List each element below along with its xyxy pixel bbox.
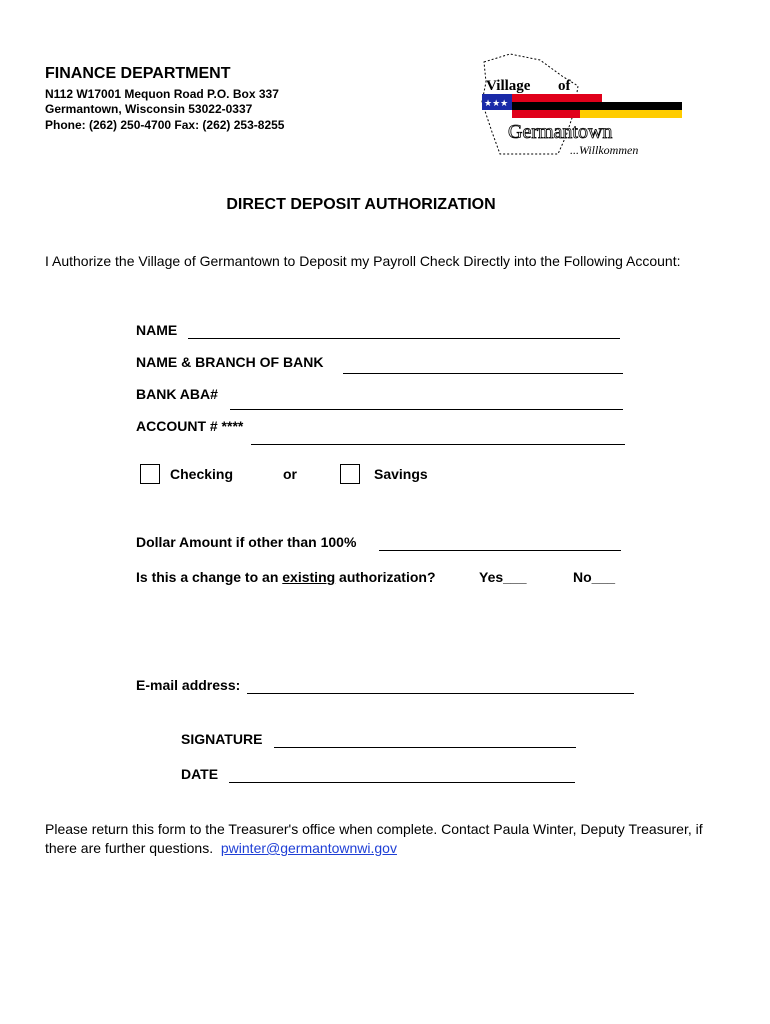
dollar-amount-label: Dollar Amount if other than 100% <box>136 534 357 550</box>
signature-label: SIGNATURE <box>181 731 263 747</box>
aba-line[interactable] <box>230 409 623 410</box>
logo-village-text: Village <box>486 78 531 94</box>
savings-label: Savings <box>374 466 428 482</box>
change-question-prefix: Is this a change to an <box>136 569 283 585</box>
department-title: FINANCE DEPARTMENT <box>45 65 231 82</box>
address-line-1: N112 W17001 Mequon Road P.O. Box 337 <box>45 87 279 101</box>
change-question <box>136 569 436 585</box>
account-label: ACCOUNT # **** <box>136 418 244 434</box>
name-label: NAME <box>136 322 178 338</box>
wisconsin-flag-logo-icon <box>470 52 690 162</box>
aba-label: BANK ABA# <box>136 386 218 402</box>
footer-note <box>45 820 705 858</box>
email-line[interactable] <box>247 693 634 694</box>
document-title: DIRECT DEPOSIT AUTHORIZATION <box>226 196 496 213</box>
email-label: E-mail address: <box>136 677 241 693</box>
or-label: or <box>283 466 297 482</box>
change-question-suffix: authorization? <box>335 569 436 585</box>
no-option[interactable]: No___ <box>573 569 616 585</box>
logo-town-text: Germantown <box>508 121 613 143</box>
checking-checkbox[interactable] <box>140 464 160 484</box>
address-line-2: Germantown, Wisconsin 53022-0337 <box>45 102 253 116</box>
village-logo <box>470 52 690 162</box>
svg-text:★★★: ★★★ <box>484 99 509 109</box>
date-line[interactable] <box>229 782 575 783</box>
footer-text: Please return this form to the Treasurer's office when complete. Contact Paula Winter, Deputy Treasurer, if there are further questions. <box>45 821 703 856</box>
phone-fax-line: Phone: (262) 250-4700 Fax: (262) 253-8255 <box>45 118 285 132</box>
checking-label: Checking <box>170 466 234 482</box>
authorization-statement: I Authorize the Village of Germantown to Deposit my Payroll Check Directly into the Following Account: <box>45 253 681 269</box>
logo-tagline-text: ...Willkommen <box>570 143 639 157</box>
savings-checkbox[interactable] <box>340 464 360 484</box>
bank-name-line[interactable] <box>343 373 623 374</box>
signature-line[interactable] <box>274 747 576 748</box>
date-label: DATE <box>181 766 219 782</box>
bank-name-label: NAME & BRANCH OF BANK <box>136 354 324 370</box>
account-line[interactable] <box>251 444 625 445</box>
contact-email-link[interactable]: pwinter@germantownwi.gov <box>220 840 397 856</box>
yes-option[interactable]: Yes___ <box>479 569 527 585</box>
logo-of-text: of <box>558 78 571 94</box>
name-line[interactable] <box>188 338 620 339</box>
dollar-amount-line[interactable] <box>379 550 621 551</box>
change-question-emphasis: existing <box>282 569 336 585</box>
